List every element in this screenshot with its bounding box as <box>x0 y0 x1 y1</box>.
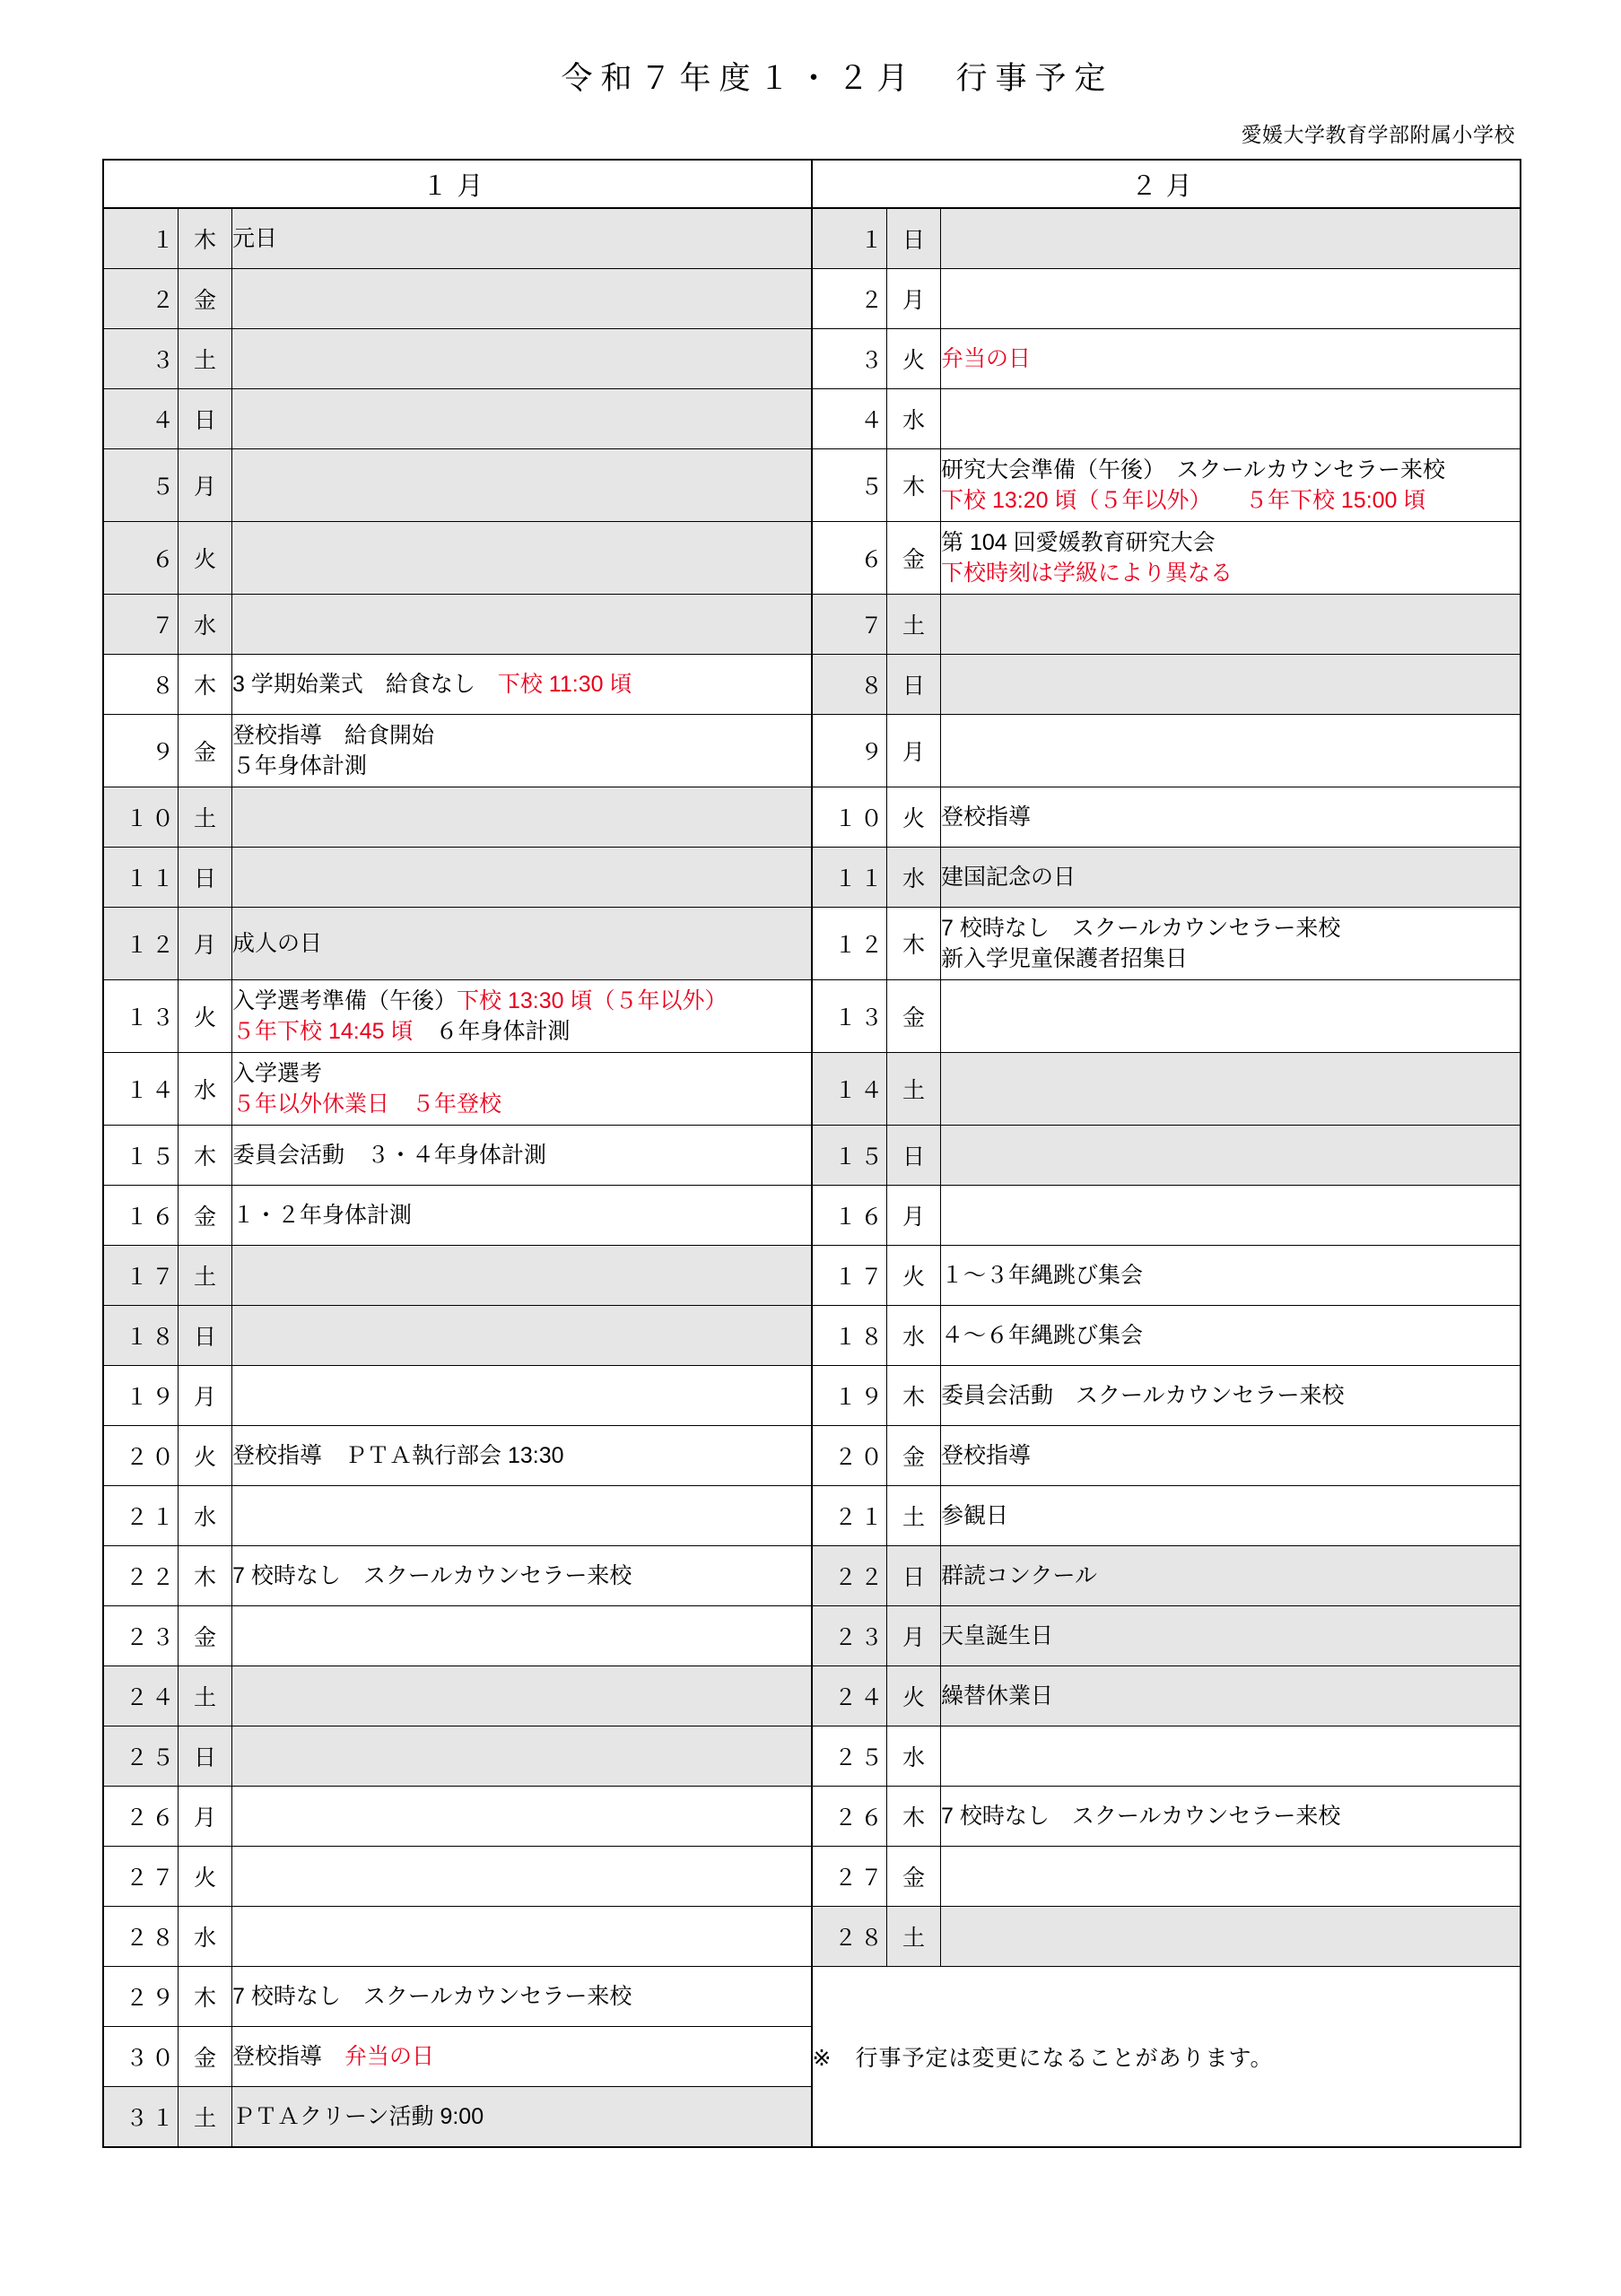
footnote: ※ 行事予定は変更になることがあります。 <box>812 1967 1521 2148</box>
day-number: ２８ <box>103 1907 179 1967</box>
event-line <box>941 344 1520 375</box>
table-row <box>103 655 1521 715</box>
event-text <box>941 595 1521 655</box>
event-text-plain: 登校指導 <box>941 804 1032 830</box>
month-heading-january: １月 <box>103 160 812 208</box>
event-text-plain: 登校指導 ＰＴＡ執行部会 13:30 <box>232 1442 564 1468</box>
day-number: ３ <box>812 329 887 389</box>
event-text <box>232 1907 812 1967</box>
event-text <box>941 208 1521 269</box>
event-line <box>232 720 811 752</box>
weekday-label: 金 <box>887 1847 941 1907</box>
event-text <box>941 1907 1521 1967</box>
event-text <box>232 1126 812 1186</box>
day-number: ２５ <box>812 1726 887 1787</box>
table-row <box>103 1666 1521 1726</box>
weekday-label: 火 <box>179 1426 232 1486</box>
event-text <box>941 522 1521 595</box>
event-text-plain: 成人の日 <box>232 930 323 956</box>
event-text-plain: 参観日 <box>941 1502 1009 1528</box>
event-text-highlight: ５年下校 14:45 頃 <box>232 1019 436 1044</box>
event-text <box>232 329 812 389</box>
day-number: ３ <box>103 329 179 389</box>
month-heading-february: ２月 <box>812 160 1521 208</box>
weekday-label: 金 <box>179 715 232 787</box>
weekday-label: 日 <box>179 389 232 449</box>
weekday-label: 土 <box>179 329 232 389</box>
weekday-label: 金 <box>179 1606 232 1666</box>
event-text <box>941 655 1521 715</box>
event-text <box>232 1787 812 1847</box>
event-text <box>941 1847 1521 1907</box>
weekday-label: 土 <box>887 1907 941 1967</box>
weekday-label: 日 <box>179 1726 232 1787</box>
event-line <box>941 485 1520 517</box>
event-line <box>232 1440 811 1472</box>
table-row <box>103 269 1521 329</box>
event-line <box>941 802 1520 833</box>
weekday-label: 火 <box>887 1666 941 1726</box>
table-row <box>103 208 1521 269</box>
event-text-highlight: 弁当の日 <box>941 345 1032 371</box>
event-text <box>941 980 1521 1053</box>
event-line <box>941 1500 1520 1532</box>
weekday-label: 月 <box>179 908 232 980</box>
day-number: ２３ <box>103 1606 179 1666</box>
day-number: ８ <box>103 655 179 715</box>
event-text <box>941 787 1521 848</box>
table-row <box>103 1907 1521 1967</box>
event-text-plain: ６年身体計測 <box>435 1019 571 1044</box>
day-number: ２５ <box>103 1726 179 1787</box>
weekday-label: 木 <box>179 1546 232 1606</box>
day-number: ９ <box>812 715 887 787</box>
table-row <box>103 1306 1521 1366</box>
weekday-label: 土 <box>887 1486 941 1546</box>
day-number: ４ <box>812 389 887 449</box>
event-line <box>232 1089 811 1120</box>
table-row <box>103 1726 1521 1787</box>
weekday-label: 水 <box>179 1907 232 1967</box>
event-text-plain: １～３年縄跳び集会 <box>941 1262 1144 1288</box>
event-text <box>941 1666 1521 1726</box>
day-number: ２１ <box>812 1486 887 1546</box>
day-number: １４ <box>812 1053 887 1126</box>
event-text <box>941 715 1521 787</box>
event-line <box>941 527 1520 559</box>
table-row <box>103 1486 1521 1546</box>
event-text <box>232 1967 812 2027</box>
weekday-label: 金 <box>179 269 232 329</box>
weekday-label: 土 <box>179 1666 232 1726</box>
school-name: 愛媛大学教育学部附属小学校 <box>1241 123 1515 146</box>
event-text <box>941 908 1521 980</box>
weekday-label: 日 <box>887 655 941 715</box>
weekday-label: 日 <box>179 848 232 908</box>
table-row <box>103 1847 1521 1907</box>
event-text <box>941 1246 1521 1306</box>
day-number: １８ <box>812 1306 887 1366</box>
event-text <box>232 208 812 269</box>
day-number: ３１ <box>103 2087 179 2148</box>
event-text-plain: 登校指導 給食開始 <box>232 722 435 748</box>
event-text-highlight: ５年以外休業日 ５年登校 <box>232 1091 502 1117</box>
event-text-plain: 3 学期始業式 給食なし <box>232 671 498 697</box>
weekday-label: 月 <box>887 1186 941 1246</box>
event-text-plain: 登校指導 <box>941 1442 1032 1468</box>
day-number: ２６ <box>812 1787 887 1847</box>
event-line <box>232 2101 811 2133</box>
day-number: ７ <box>103 595 179 655</box>
event-text <box>941 1787 1521 1847</box>
event-text <box>941 1186 1521 1246</box>
event-text-highlight: 下校時刻は学級により異なる <box>941 561 1233 586</box>
weekday-label: 金 <box>179 1186 232 1246</box>
event-line <box>232 223 811 255</box>
event-text-plain: 元日 <box>232 225 278 251</box>
weekday-label: 火 <box>887 787 941 848</box>
weekday-label: 月 <box>887 715 941 787</box>
event-text-plain: 委員会活動 ３・４年身体計測 <box>232 1142 547 1168</box>
weekday-label: 木 <box>887 449 941 522</box>
weekday-label: 木 <box>887 1366 941 1426</box>
event-text-plain: 入学選考 <box>232 1060 323 1086</box>
weekday-label: 火 <box>179 980 232 1053</box>
event-text-plain: 登校指導 <box>232 2043 345 2069</box>
event-line <box>941 455 1520 486</box>
table-row <box>103 908 1521 980</box>
day-number: ２１ <box>103 1486 179 1546</box>
day-number: ６ <box>812 522 887 595</box>
event-line <box>941 1380 1520 1412</box>
day-number: １０ <box>103 787 179 848</box>
event-text <box>232 1053 812 1126</box>
day-number: ２０ <box>103 1426 179 1486</box>
event-line <box>941 1621 1520 1652</box>
calendar-container <box>102 159 1520 2148</box>
event-text <box>232 1426 812 1486</box>
day-number: １９ <box>812 1366 887 1426</box>
event-text-highlight: 下校 13:30 頃（５年以外） <box>457 987 728 1013</box>
event-text <box>232 1847 812 1907</box>
event-text <box>232 1546 812 1606</box>
event-text-plain: １・２年身体計測 <box>232 1202 413 1228</box>
event-text <box>232 1486 812 1546</box>
weekday-label: 木 <box>887 1787 941 1847</box>
day-number: １３ <box>812 980 887 1053</box>
table-row <box>103 1186 1521 1246</box>
day-number: ８ <box>812 655 887 715</box>
weekday-label: 金 <box>179 2027 232 2087</box>
weekday-label: 月 <box>179 1366 232 1426</box>
day-number: １７ <box>812 1246 887 1306</box>
day-number: １１ <box>812 848 887 908</box>
event-line <box>941 1561 1520 1592</box>
event-line <box>941 1681 1520 1712</box>
event-text <box>232 2087 812 2148</box>
day-number: １６ <box>103 1186 179 1246</box>
event-text <box>232 1306 812 1366</box>
event-text <box>941 449 1521 522</box>
event-text <box>232 715 812 787</box>
table-row <box>103 787 1521 848</box>
event-text <box>232 1186 812 1246</box>
day-number: ２８ <box>812 1907 887 1967</box>
event-text <box>941 1426 1521 1486</box>
table-row <box>103 1606 1521 1666</box>
day-number: ２９ <box>103 1967 179 2027</box>
weekday-label: 木 <box>179 1126 232 1186</box>
weekday-label: 火 <box>887 329 941 389</box>
day-number: １６ <box>812 1186 887 1246</box>
day-number: １５ <box>103 1126 179 1186</box>
event-line <box>232 1058 811 1090</box>
weekday-label: 月 <box>179 449 232 522</box>
event-line <box>232 1561 811 1592</box>
event-text-plain: 天皇誕生日 <box>941 1622 1054 1648</box>
table-row <box>103 1426 1521 1486</box>
table-body <box>103 208 1521 2147</box>
event-line <box>941 1260 1520 1292</box>
day-number: ２４ <box>812 1666 887 1726</box>
day-number: １７ <box>103 1246 179 1306</box>
event-text <box>941 269 1521 329</box>
day-number: ２ <box>103 269 179 329</box>
event-text <box>232 980 812 1053</box>
event-line <box>232 1981 811 2013</box>
day-number: ２３ <box>812 1606 887 1666</box>
event-schedule-table <box>102 159 1521 2148</box>
day-number: １３ <box>103 980 179 1053</box>
event-line <box>232 1200 811 1231</box>
weekday-label: 水 <box>179 1486 232 1546</box>
weekday-label: 月 <box>887 1606 941 1666</box>
event-text <box>232 908 812 980</box>
weekday-label: 土 <box>179 2087 232 2148</box>
event-text-plain: 7 校時なし スクールカウンセラー来校 <box>941 1803 1341 1829</box>
weekday-label: 土 <box>179 1246 232 1306</box>
event-line <box>941 1440 1520 1472</box>
weekday-label: 水 <box>887 389 941 449</box>
event-text <box>941 1306 1521 1366</box>
table-row <box>103 522 1521 595</box>
day-number: １８ <box>103 1306 179 1366</box>
weekday-label: 火 <box>179 522 232 595</box>
weekday-label: 日 <box>887 1126 941 1186</box>
event-text-plain: 委員会活動 スクールカウンセラー来校 <box>941 1382 1345 1408</box>
weekday-label: 水 <box>179 595 232 655</box>
day-number: １４ <box>103 1053 179 1126</box>
event-line <box>232 669 811 700</box>
day-number: １２ <box>812 908 887 980</box>
event-text-highlight: 弁当の日 <box>344 2043 435 2069</box>
day-number: ２６ <box>103 1787 179 1847</box>
event-text <box>232 655 812 715</box>
event-text-plain: ５年身体計測 <box>232 753 368 778</box>
event-line <box>232 2041 811 2073</box>
day-number: ５ <box>103 449 179 522</box>
page-title: 令和７年度１・２月 行事予定 <box>561 61 1114 96</box>
event-text <box>941 1546 1521 1606</box>
event-text <box>232 1726 812 1787</box>
weekday-label: 日 <box>179 1306 232 1366</box>
table-row <box>103 329 1521 389</box>
event-text-plain: 繰替休業日 <box>941 1683 1054 1709</box>
event-line <box>941 944 1520 975</box>
event-text <box>232 595 812 655</box>
table-row <box>103 848 1521 908</box>
event-text-plain: 第 104 回愛媛教育研究大会 <box>941 529 1216 555</box>
event-text <box>941 1366 1521 1426</box>
day-number: １ <box>812 208 887 269</box>
event-text <box>941 329 1521 389</box>
event-text <box>232 1666 812 1726</box>
event-line <box>232 751 811 782</box>
day-number: ２２ <box>812 1546 887 1606</box>
weekday-label: 水 <box>179 1053 232 1126</box>
day-number: １０ <box>812 787 887 848</box>
weekday-label: 火 <box>887 1246 941 1306</box>
day-number: １５ <box>812 1126 887 1186</box>
table-header <box>103 160 1521 208</box>
event-text <box>232 848 812 908</box>
weekday-label: 金 <box>887 522 941 595</box>
event-text-plain: 7 校時なし スクールカウンセラー来校 <box>232 1983 632 2009</box>
event-text-plain: 入学選考準備（午後） <box>232 987 458 1013</box>
event-text-plain: 建国記念の日 <box>941 864 1076 890</box>
event-text <box>232 787 812 848</box>
event-line <box>232 928 811 960</box>
event-text-plain: 7 校時なし スクールカウンセラー来校 <box>941 915 1341 941</box>
event-text <box>941 389 1521 449</box>
day-number: ２２ <box>103 1546 179 1606</box>
table-row <box>103 1246 1521 1306</box>
weekday-label: 日 <box>887 1546 941 1606</box>
weekday-label: 水 <box>887 1726 941 1787</box>
event-text <box>232 1366 812 1426</box>
event-line <box>941 558 1520 589</box>
event-text <box>941 1726 1521 1787</box>
event-text <box>232 522 812 595</box>
day-number: １９ <box>103 1366 179 1426</box>
weekday-label: 土 <box>179 787 232 848</box>
day-number: ６ <box>103 522 179 595</box>
table-row <box>103 980 1521 1053</box>
table-row <box>103 595 1521 655</box>
event-text <box>232 389 812 449</box>
table-row <box>103 449 1521 522</box>
table-row <box>103 1546 1521 1606</box>
weekday-label: 日 <box>887 208 941 269</box>
table-row <box>103 389 1521 449</box>
weekday-label: 金 <box>887 980 941 1053</box>
event-line <box>941 862 1520 893</box>
day-number: ９ <box>103 715 179 787</box>
day-number: ４ <box>103 389 179 449</box>
day-number: ３０ <box>103 2027 179 2087</box>
table-row <box>103 715 1521 787</box>
event-text <box>232 449 812 522</box>
table-row <box>103 1366 1521 1426</box>
month-heading-row <box>103 160 1521 208</box>
day-number: ２０ <box>812 1426 887 1486</box>
weekday-label: 土 <box>887 1053 941 1126</box>
event-text <box>941 1053 1521 1126</box>
table-row <box>103 1126 1521 1186</box>
event-text-highlight: 下校 13:20 頃（５年以外） ５年下校 15:00 頃 <box>941 488 1426 513</box>
event-text <box>941 1126 1521 1186</box>
event-text <box>232 269 812 329</box>
event-text <box>232 1246 812 1306</box>
weekday-label: 水 <box>887 1306 941 1366</box>
weekday-label: 木 <box>887 908 941 980</box>
event-text-highlight: 下校 11:30 頃 <box>497 671 632 697</box>
day-number: １１ <box>103 848 179 908</box>
day-number: ２７ <box>103 1847 179 1907</box>
event-text-plain: 群読コンクール <box>941 1562 1098 1588</box>
weekday-label: 水 <box>887 848 941 908</box>
day-number: ５ <box>812 449 887 522</box>
day-number: ２４ <box>103 1666 179 1726</box>
table-row <box>103 1787 1521 1847</box>
event-text-plain: 新入学児童保護者招集日 <box>941 946 1189 971</box>
event-text <box>232 2027 812 2087</box>
day-number: １ <box>103 208 179 269</box>
event-line <box>232 1140 811 1171</box>
event-line <box>941 1801 1520 1832</box>
event-line <box>232 1016 811 1048</box>
day-number: １２ <box>103 908 179 980</box>
event-text-plain: ＰＴＡクリーン活動 9:00 <box>232 2103 484 2129</box>
event-text <box>941 1486 1521 1546</box>
day-number: ７ <box>812 595 887 655</box>
event-text-plain: ４～６年縄跳び集会 <box>941 1322 1144 1348</box>
weekday-label: 土 <box>887 595 941 655</box>
table-row <box>103 1053 1521 1126</box>
day-number: ２７ <box>812 1847 887 1907</box>
event-line <box>941 1320 1520 1352</box>
weekday-label: 火 <box>179 1847 232 1907</box>
weekday-label: 木 <box>179 1967 232 2027</box>
event-text <box>232 1606 812 1666</box>
weekday-label: 木 <box>179 208 232 269</box>
day-number: ２ <box>812 269 887 329</box>
event-text <box>941 1606 1521 1666</box>
event-text <box>941 848 1521 908</box>
weekday-label: 月 <box>179 1787 232 1847</box>
event-text-plain: 研究大会準備（午後） スクールカウンセラー来校 <box>941 457 1446 483</box>
event-line <box>232 986 811 1017</box>
event-text-plain: 7 校時なし スクールカウンセラー来校 <box>232 1562 632 1588</box>
weekday-label: 金 <box>887 1426 941 1486</box>
weekday-label: 木 <box>179 655 232 715</box>
weekday-label: 月 <box>887 269 941 329</box>
table-row <box>103 1967 1521 2027</box>
event-line <box>941 913 1520 944</box>
